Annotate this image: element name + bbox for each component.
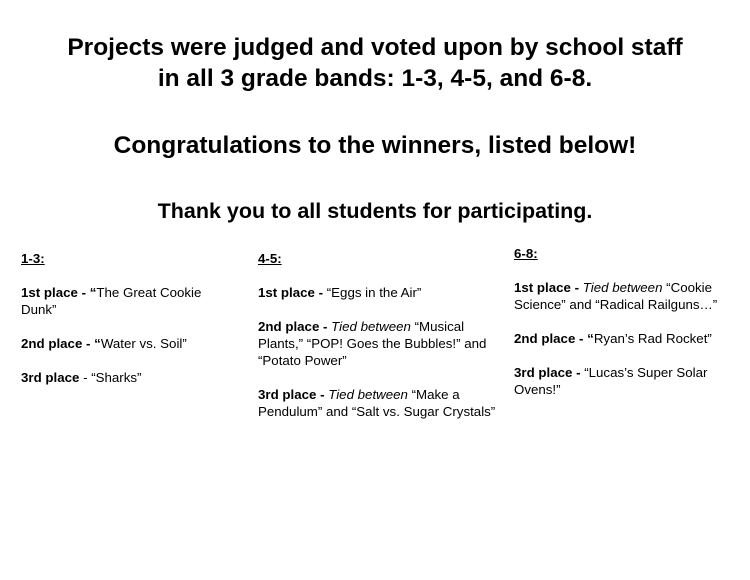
place-label: 1st place (21, 285, 78, 300)
project-title: Water vs. Soil” (100, 336, 187, 351)
intro-heading (0, 32, 750, 94)
tied-note: Tied between (331, 319, 411, 334)
project-title: “Cookie Science” and “Radical Railguns…” (514, 280, 718, 312)
project-title: Ryan’s Rad Rocket” (593, 331, 712, 346)
project-title: The Great Cookie Dunk” (21, 285, 202, 317)
first-place-entry (514, 279, 739, 313)
second-place-entry (258, 318, 498, 369)
third-place-entry (514, 364, 739, 398)
tied-note: Tied between (328, 387, 408, 402)
congratulations-heading: Congratulations to the winners, listed below! (113, 132, 637, 159)
project-title: “Sharks” (91, 370, 142, 385)
place-label: 1st place (514, 280, 571, 295)
separator: - (572, 365, 585, 380)
intro-line-2: in all 3 grade bands: 1-3, 4-5, and 6-8. (157, 65, 593, 92)
open-quote: “ (89, 285, 97, 300)
third-place-entry (258, 386, 498, 420)
separator: - (319, 319, 332, 334)
grade-band-6-8 (514, 245, 739, 415)
place-label: 3rd place (258, 387, 317, 402)
project-title: “Musical Plants,” “POP! Goes the Bubbles!” and “Potato Power” (258, 319, 487, 368)
band-label: 4-5: (258, 251, 282, 266)
place-label: 3rd place (514, 365, 573, 380)
separator: - (570, 280, 583, 295)
place-label: 2nd place (21, 336, 83, 351)
separator: - (82, 336, 95, 351)
separator: - (316, 387, 329, 402)
first-place-entry (21, 284, 236, 318)
grade-band-1-3 (21, 250, 236, 403)
place-label: 2nd place (514, 331, 576, 346)
tied-note: Tied between (582, 280, 663, 295)
project-title: “Make a Pendulum” and “Salt vs. Sugar Crystals” (258, 387, 496, 419)
intro-line-1: Projects were judged and voted upon by school staff (67, 34, 683, 61)
separator: - (314, 285, 327, 300)
grade-band-4-5 (258, 250, 498, 437)
band-label: 1-3: (21, 251, 45, 266)
first-place-entry (258, 284, 498, 301)
thanks-heading: Thank you to all students for participating. (157, 199, 593, 223)
second-place-entry (21, 335, 236, 352)
project-title: “Eggs in the Air” (326, 285, 422, 300)
open-quote: “ (94, 336, 101, 351)
separator: - (575, 331, 588, 346)
place-label: 1st place (258, 285, 315, 300)
third-place-entry (21, 369, 236, 386)
second-place-entry (514, 330, 739, 347)
band-label: 6-8: (514, 246, 538, 261)
project-title: “Lucas’s Super Solar Ovens!” (514, 365, 708, 397)
separator: - (79, 370, 92, 385)
open-quote: “ (587, 331, 594, 346)
place-label: 2nd place (258, 319, 320, 334)
separator: - (77, 285, 90, 300)
place-label: 3rd place (21, 370, 80, 385)
